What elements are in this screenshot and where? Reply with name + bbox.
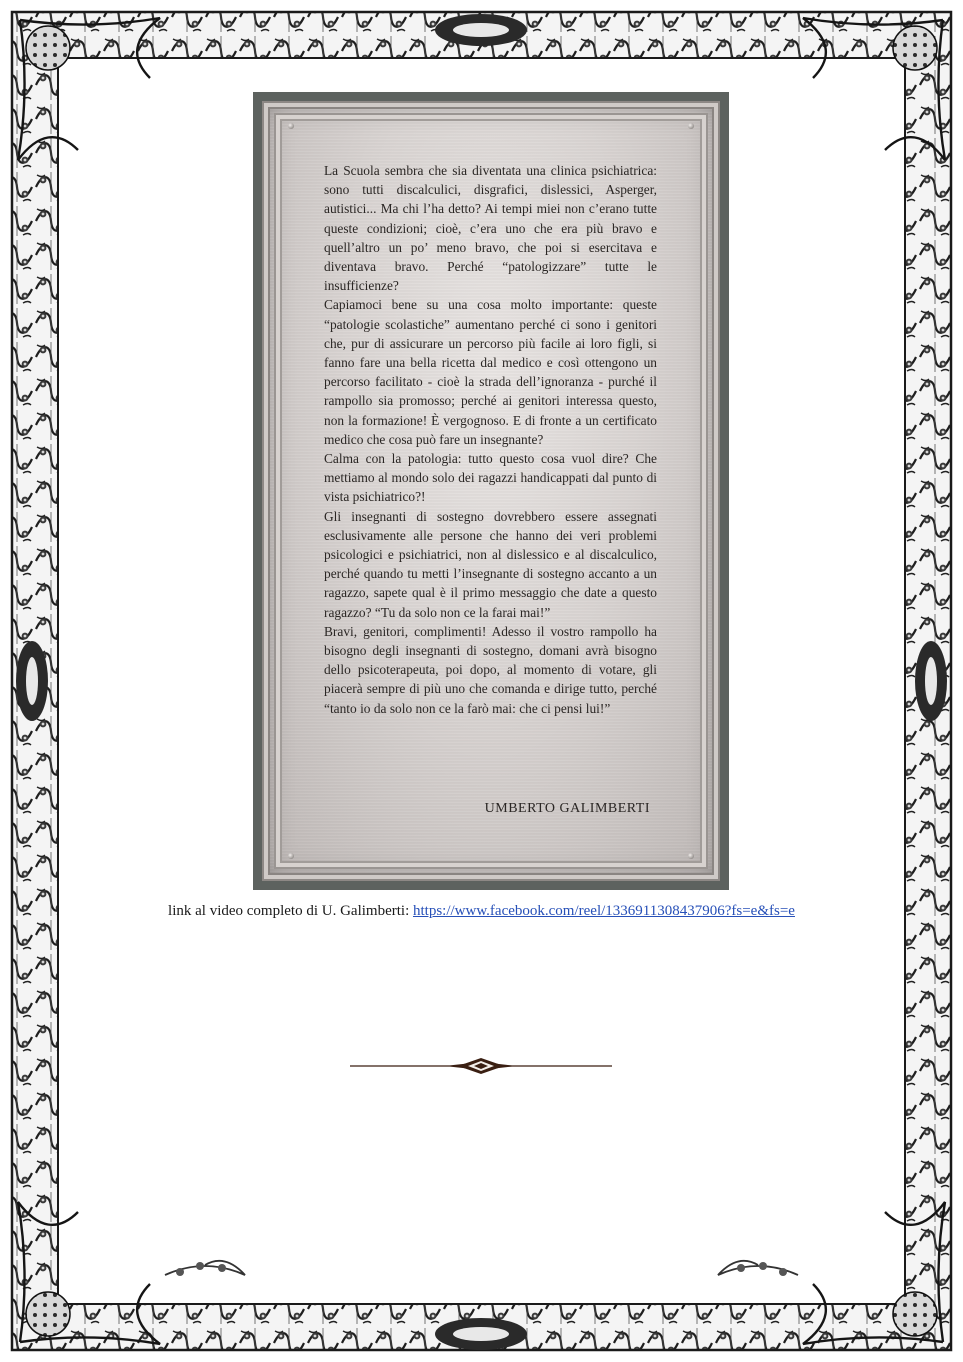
quote-signature: UMBERTO GALIMBERTI bbox=[484, 801, 650, 816]
video-link-caption bbox=[0, 903, 963, 920]
quote-paragraph: Calma con la patologia: tutto questo cosa vuol dire? Che mettiamo al mondo solo dei ragazzi handicappati dal punto di vista psichiatrico?! bbox=[324, 451, 657, 505]
quote-paragraph: Capiamoci bene su una cosa molto importante: queste “patologie scolastiche” aumentano perché ci sono i genitori che, pur di assicurare un percorso più facile ai loro figli, si fanno fare una bella ricetta dal medico e così ottengono un percorso facilitato - cioè la strada dell’ignoranza - purché il rampollo sia promosso; perché ai genitori interessa questo, non la formazione! È vergognoso. E di fronte a un certificato medico che cosa può fare un insegnante? bbox=[324, 297, 657, 447]
quote-paragraph: La Scuola sembra che sia diventata una clinica psichiatrica: sono tutti discalculici, disgrafici, dislessici, Asperger, autistici... Ma chi l’ha detto? Ai tempi miei non c’erano tutte queste condizioni; cioè, c’era uno che era più bravo e quell’altro un po’ meno bravo, che poi si esercitava e diventava bravo. Perché “patologizzare” tutte le insufficienze? bbox=[324, 163, 657, 294]
quote-paragraph: Bravi, genitori, complimenti! Adesso il vostro rampollo ha bisogno degli insegnanti di sostegno, domani avrà bisogno dello psicoterapeuta, poi dopo, al momento di votare, gli piacerà sempre di più uno che comanda e dirige tutto, perché “tanto io da solo non ce la farò mai: che ci pensi lui!” bbox=[324, 623, 657, 716]
plaque-metal-panel bbox=[262, 101, 720, 881]
quote-text bbox=[324, 161, 657, 718]
video-link[interactable]: https://www.facebook.com/reel/1336911308437906?fs=e&fs=e bbox=[412, 903, 795, 919]
quote-paragraph: Gli insegnanti di sostegno dovrebbero essere assegnati esclusivamente alle persone che hanno dei veri problemi psicologici e psichiatrici, non al dislessico e al discalculico, perché quando tu metti l’insegnante di sostegno accanto a un ragazzo, sapete qual è il primo messaggio che date a questo ragazzo? “Tu da solo non ce la farai mai!” bbox=[324, 508, 657, 620]
rivet bbox=[688, 853, 694, 859]
rivet bbox=[288, 853, 294, 859]
quote-plaque bbox=[253, 92, 729, 890]
rivet bbox=[288, 123, 294, 129]
caption-text: link al video completo di U. Galimberti: bbox=[168, 903, 413, 919]
ornamental-divider bbox=[350, 1057, 612, 1075]
rivet bbox=[688, 123, 694, 129]
